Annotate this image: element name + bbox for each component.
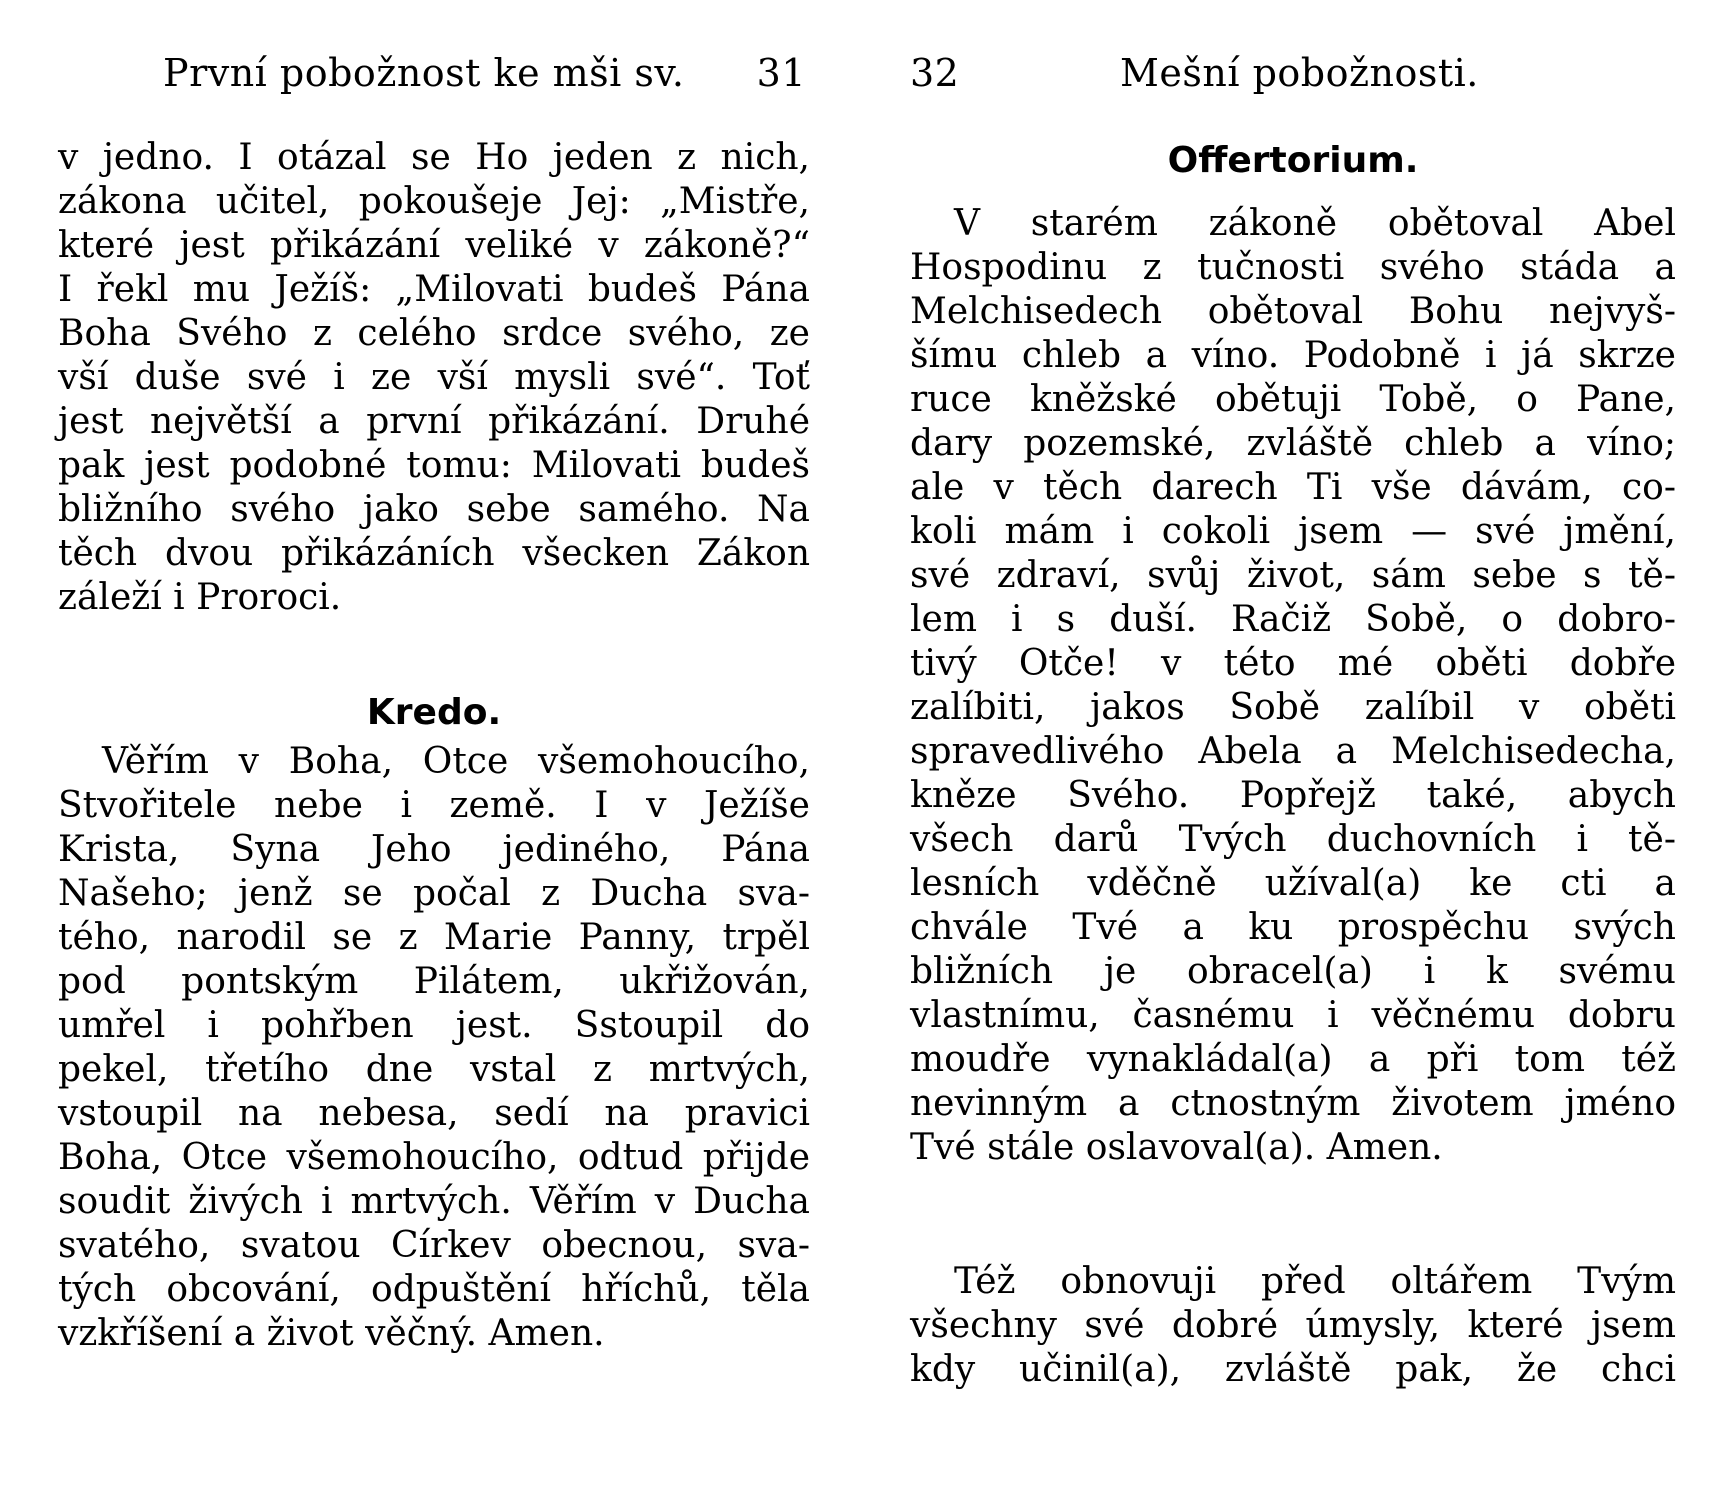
text-line: Věřím v Boha, Otce všemohoucího, bbox=[102, 741, 810, 782]
text-line: ruce kněžské obětuji Tobě, o Pane, bbox=[910, 379, 1676, 420]
left-running-head bbox=[58, 48, 810, 98]
text-line: vzkříšení a život věčný. Amen. bbox=[58, 1313, 605, 1354]
text-line: soudit živých i mrtvých. Věřím v Ducha bbox=[58, 1181, 810, 1222]
text-line: Boha Svého z celého srdce svého, ze bbox=[58, 313, 810, 354]
vows-paragraph bbox=[910, 1260, 1676, 1392]
text-line: jest největší a první přikázání. Druhé bbox=[58, 401, 810, 442]
offertorium-paragraph bbox=[910, 202, 1676, 1170]
text-line: umřel i pohřben jest. Sstoupil do bbox=[58, 1005, 810, 1046]
text-line: ale v těch darech Ti vše dávám, co- bbox=[910, 467, 1676, 508]
text-line: těch dvou přikázáních všecken Zákon bbox=[58, 533, 810, 574]
text-line: lesních vděčně užíval(a) ke cti a bbox=[910, 863, 1676, 904]
text-line: záleží i Proroci. bbox=[58, 577, 342, 618]
credo-heading: Kredo. bbox=[366, 692, 502, 733]
text-line: šímu chleb a víno. Podobně i já skrze bbox=[910, 335, 1676, 376]
text-line: vlastnímu, časnému i věčnému dobru bbox=[910, 995, 1676, 1036]
text-line: moudře vynakládal(a) a při tom též bbox=[910, 1039, 1676, 1080]
text-line: I řekl mu Ježíš: „Milovati budeš Pána bbox=[58, 269, 810, 310]
text-line: Stvořitele nebe i země. I v Ježíše bbox=[58, 785, 810, 826]
text-line: pekel, třetího dne vstal z mrtvých, bbox=[58, 1049, 810, 1090]
text-line: Melchisedech obětoval Bohu nejvyš- bbox=[910, 291, 1676, 332]
right-page-number: 32 bbox=[910, 51, 960, 95]
offertorium-heading: Offertorium. bbox=[1167, 140, 1419, 181]
text-line: tého, narodil se z Marie Panny, trpěl bbox=[58, 917, 810, 958]
right-page bbox=[910, 0, 1676, 1500]
text-line: v jedno. I otázal se Ho jeden z nich, bbox=[58, 137, 810, 178]
text-line: které jest přikázání veliké v zákoně?“ bbox=[58, 225, 810, 266]
text-line: Našeho; jenž se počal z Ducha sva- bbox=[58, 873, 810, 914]
left-page-number: 31 bbox=[756, 51, 806, 95]
text-line: lem i s duší. Račiž Sobě, o dobro- bbox=[910, 599, 1676, 640]
text-line: zalíbiti, jakos Sobě zalíbil v oběti bbox=[910, 687, 1676, 728]
right-running-head bbox=[910, 48, 1676, 98]
text-line: pod pontským Pilátem, ukřižován, bbox=[58, 961, 810, 1002]
text-line: V starém zákoně obětoval Abel bbox=[954, 203, 1676, 244]
credo-paragraph bbox=[58, 740, 810, 1356]
text-line: své zdraví, svůj život, sám sebe s tě- bbox=[910, 555, 1676, 596]
text-line: všech darů Tvých duchovních i tě- bbox=[910, 819, 1676, 860]
text-line: Tvé stále oslavoval(a). Amen. bbox=[910, 1127, 1443, 1168]
text-line: Krista, Syna Jeho jediného, Pána bbox=[58, 829, 810, 870]
text-line: koli mám i cokoli jsem — své jmění, bbox=[910, 511, 1676, 552]
text-line: chvále Tvé a ku prospěchu svých bbox=[910, 907, 1676, 948]
left-intro-paragraph bbox=[58, 136, 810, 620]
text-line: svatého, svatou Církev obecnou, sva- bbox=[58, 1225, 810, 1266]
text-line: kněze Svého. Popřejž také, abych bbox=[910, 775, 1676, 816]
text-line: vstoupil na nebesa, sedí na pravici bbox=[58, 1093, 810, 1134]
text-line: dary pozemské, zvláště chleb a víno; bbox=[910, 423, 1676, 464]
text-line: zákona učitel, pokoušeje Jej: „Mistře, bbox=[58, 181, 810, 222]
text-line: Hospodinu z tučnosti svého stáda a bbox=[910, 247, 1676, 288]
left-running-head-title: První pobožnost ke mši sv. bbox=[163, 51, 685, 95]
text-line: bližního svého jako sebe samého. Na bbox=[58, 489, 810, 530]
right-running-head-title: Mešní pobožnosti. bbox=[1120, 51, 1479, 95]
text-line: všechny své dobré úmysly, které jsem bbox=[910, 1305, 1676, 1346]
text-line: pak jest podobné tomu: Milovati budeš bbox=[58, 445, 810, 486]
text-line: tivý Otče! v této mé oběti dobře bbox=[910, 643, 1676, 684]
text-line: bližních je obracel(a) i k svému bbox=[910, 951, 1676, 992]
text-line: nevinným a ctnostným životem jméno bbox=[910, 1083, 1676, 1124]
text-line: kdy učinil(a), zvláště pak, že chci bbox=[910, 1349, 1676, 1390]
text-line: Též obnovuji před oltářem Tvým bbox=[954, 1261, 1676, 1302]
left-page bbox=[58, 0, 810, 1500]
text-line: spravedlivého Abela a Melchisedecha, bbox=[910, 731, 1676, 772]
text-line: tých obcování, odpuštění hříchů, těla bbox=[58, 1269, 810, 1310]
text-line: vší duše své i ze vší mysli své“. Toť bbox=[58, 357, 810, 398]
text-line: Boha, Otce všemohoucího, odtud přijde bbox=[58, 1137, 810, 1178]
